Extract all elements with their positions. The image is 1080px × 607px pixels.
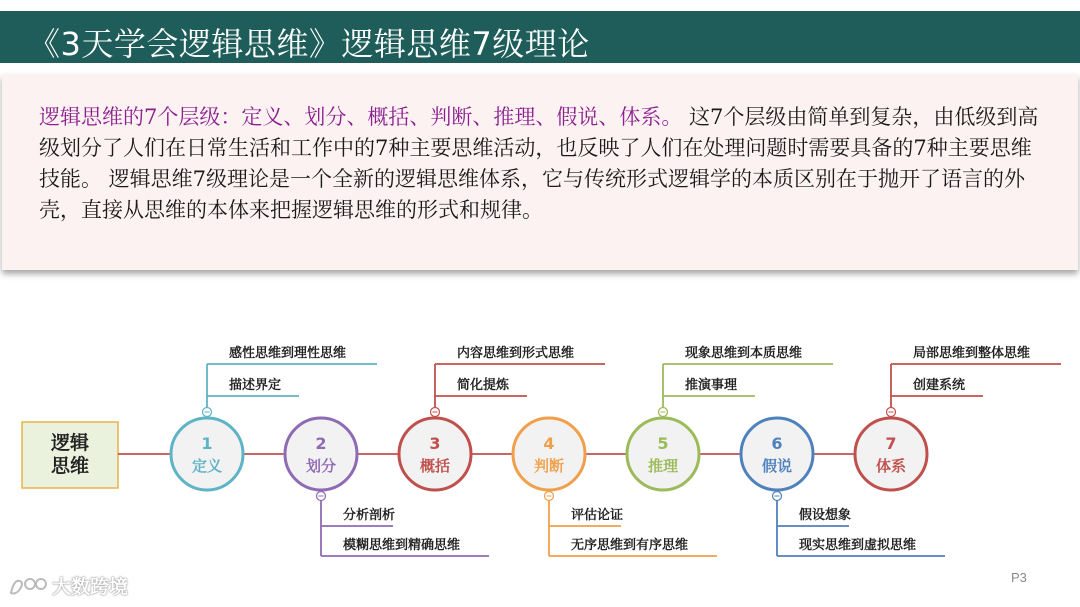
description-text bbox=[39, 102, 1049, 226]
branch-label: 评估论证 bbox=[571, 508, 624, 523]
level-number: 7 bbox=[885, 434, 897, 453]
root-label-line2: 思维 bbox=[50, 455, 90, 477]
branch-label: 假设想象 bbox=[799, 508, 852, 523]
branch-label: 局部思维到整体思维 bbox=[913, 346, 1031, 361]
level-name: 划分 bbox=[305, 457, 337, 475]
branch-label: 现实思维到虚拟思维 bbox=[799, 538, 917, 553]
page-title: 《3天学会逻辑思维》逻辑思维7级理论 bbox=[28, 25, 590, 63]
level-name: 概括 bbox=[419, 457, 451, 475]
level-node-1 bbox=[171, 418, 243, 490]
level-number: 4 bbox=[543, 434, 555, 453]
level-number: 6 bbox=[771, 434, 783, 453]
branch-label: 模糊思维到精确思维 bbox=[343, 538, 461, 553]
level-node-2 bbox=[285, 418, 357, 490]
level-node-3 bbox=[399, 418, 471, 490]
mindmap-diagram bbox=[0, 320, 1080, 590]
level-number: 1 bbox=[201, 434, 213, 453]
branch-label: 内容思维到形式思维 bbox=[457, 346, 575, 361]
level-node-6 bbox=[741, 418, 813, 490]
branch-label: 创建系统 bbox=[913, 378, 966, 393]
watermark-logo-icon bbox=[8, 575, 48, 597]
level-node-5 bbox=[627, 418, 699, 490]
level-number: 5 bbox=[657, 434, 669, 453]
level-number: 3 bbox=[429, 434, 441, 453]
level-name: 推理 bbox=[647, 457, 679, 475]
level-number: 2 bbox=[315, 434, 327, 453]
branch-label: 简化提炼 bbox=[457, 378, 510, 393]
description-body: 这7个层级由简单到复杂，由低级到高级划分了人们在日常生活和工作中的7种主要思维活动，也反映了人们在处理问题时需要具备的7种主要思维技能。 逻辑思维7级理论是一个全新的逻辑思维体系，它与传统形式逻辑学的本质区别在于抛开了语言的外壳，直接从思维的本体来把握逻辑思维的形式和规律。 bbox=[39, 105, 1039, 222]
level-name: 定义 bbox=[191, 457, 223, 475]
description-highlight: 逻辑思维的7个层级：定义、划分、概括、判断、推理、假说、体系。 bbox=[39, 105, 683, 129]
branch-label: 无序思维到有序思维 bbox=[571, 538, 689, 553]
level-node-7 bbox=[855, 418, 927, 490]
description-box bbox=[2, 74, 1078, 270]
branch-label: 现象思维到本质思维 bbox=[685, 346, 803, 361]
branch-label: 描述界定 bbox=[229, 378, 282, 393]
title-bar bbox=[0, 11, 1080, 63]
level-node-4 bbox=[513, 418, 585, 490]
watermark bbox=[8, 572, 128, 599]
level-name: 假说 bbox=[761, 457, 793, 475]
branch-label: 感性思维到理性思维 bbox=[229, 346, 347, 361]
root-label-line1: 逻辑 bbox=[50, 432, 90, 454]
level-name: 体系 bbox=[875, 457, 907, 475]
branch-label: 分析剖析 bbox=[343, 508, 396, 523]
watermark-text: 大数跨境 bbox=[52, 576, 129, 598]
page-number: P3 bbox=[1011, 570, 1027, 585]
branch-label: 推演事理 bbox=[685, 378, 738, 393]
level-name: 判断 bbox=[533, 457, 565, 475]
